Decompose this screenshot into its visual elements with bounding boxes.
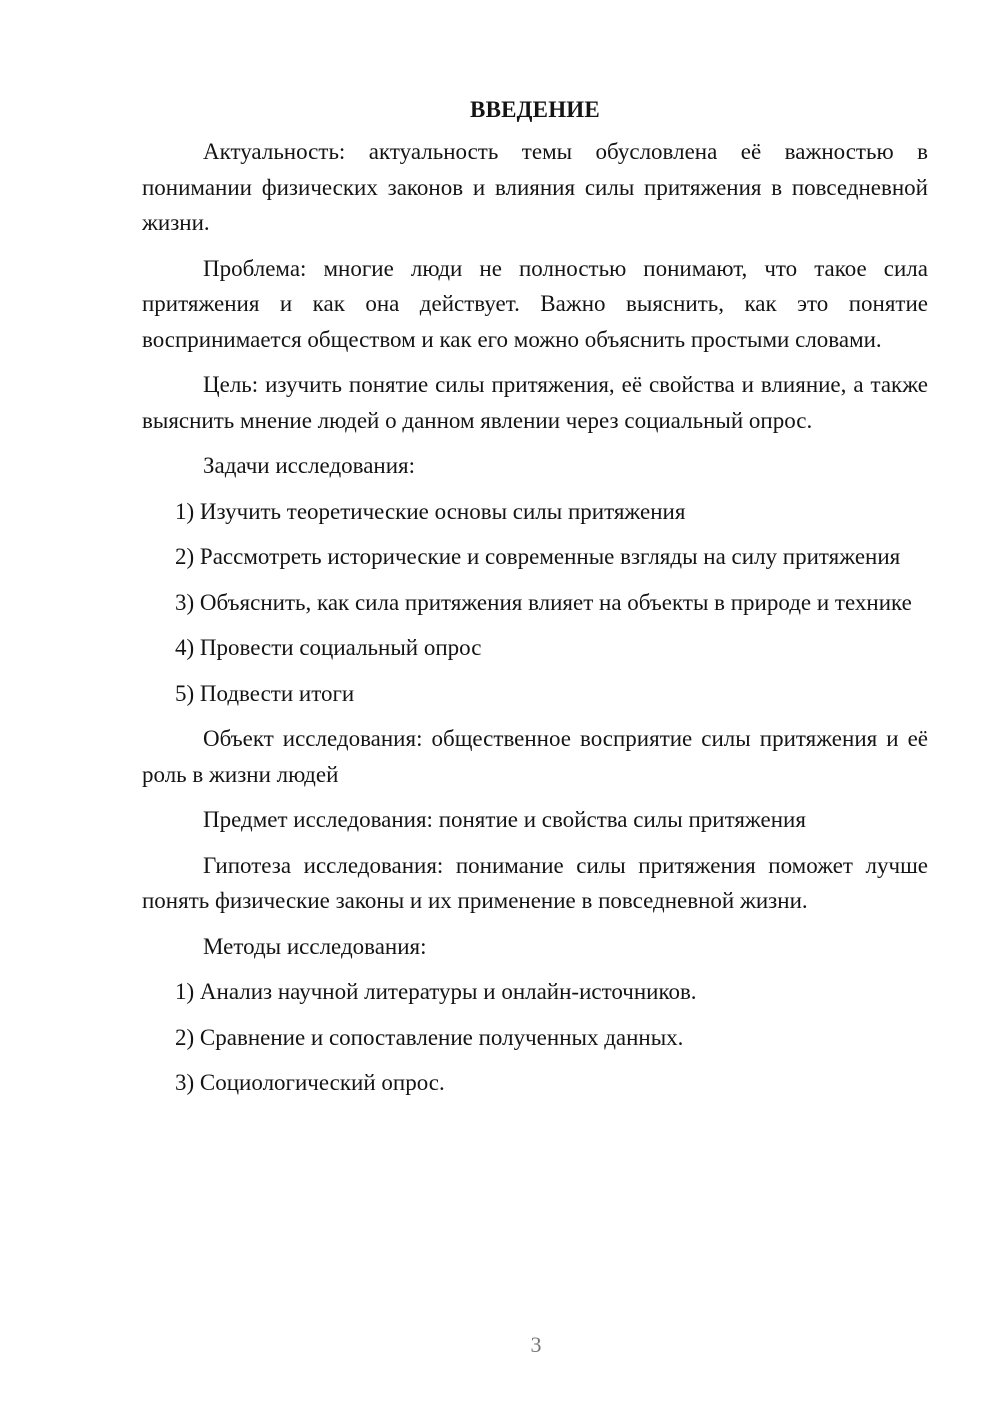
method-item: 1) Анализ научной литературы и онлайн-источников. (175, 979, 697, 1004)
method-item: 3) Социологический опрос. (175, 1070, 445, 1095)
section-title: ВВЕДЕНИЕ (470, 97, 600, 122)
page-number: 3 (530, 1332, 542, 1357)
object-paragraph: Объект исследования: общественное восприятие силы притяжения и её роль в жизни людей (142, 726, 928, 787)
hypothesis-paragraph: Гипотеза исследования: понимание силы притяжения поможет лучше понять физические законы и их применение в повседневной жизни. (142, 852, 928, 913)
task-item: 1) Изучить теоретические основы силы притяжения (175, 498, 686, 524)
subject-paragraph: Предмет исследования: понятие и свойства силы притяжения (203, 807, 806, 832)
relevance-paragraph: Актуальность: актуальность темы обусловлена её важностью в понимании физических законов и влияния силы притяжения в повседневной жизни. (142, 139, 928, 235)
tasks-heading: Задачи исследования: (203, 453, 416, 478)
task-item: 2) Рассмотреть исторические и современные взгляды на силу притяжения (175, 544, 901, 569)
task-item: 3) Объяснить, как сила притяжения влияет на объекты в природе и технике (175, 589, 912, 615)
method-item: 2) Сравнение и сопоставление полученных данных. (175, 1024, 684, 1050)
task-item: 4) Провести социальный опрос (175, 635, 482, 660)
goal-paragraph: Цель: изучить понятие силы притяжения, её свойства и влияние, а также выяснить мнение людей о данном явлении через социальный опрос. (142, 372, 928, 433)
problem-paragraph: Проблема: многие люди не полностью понимают, что такое сила притяжения и как она действует. Важно выяснить, как это понятие воспринимается обществом и как его можно объяснить простыми словами. (142, 255, 928, 352)
task-item: 5) Подвести итоги (175, 680, 355, 706)
page-content (142, 94, 928, 1111)
methods-heading: Методы исследования: (203, 933, 427, 959)
